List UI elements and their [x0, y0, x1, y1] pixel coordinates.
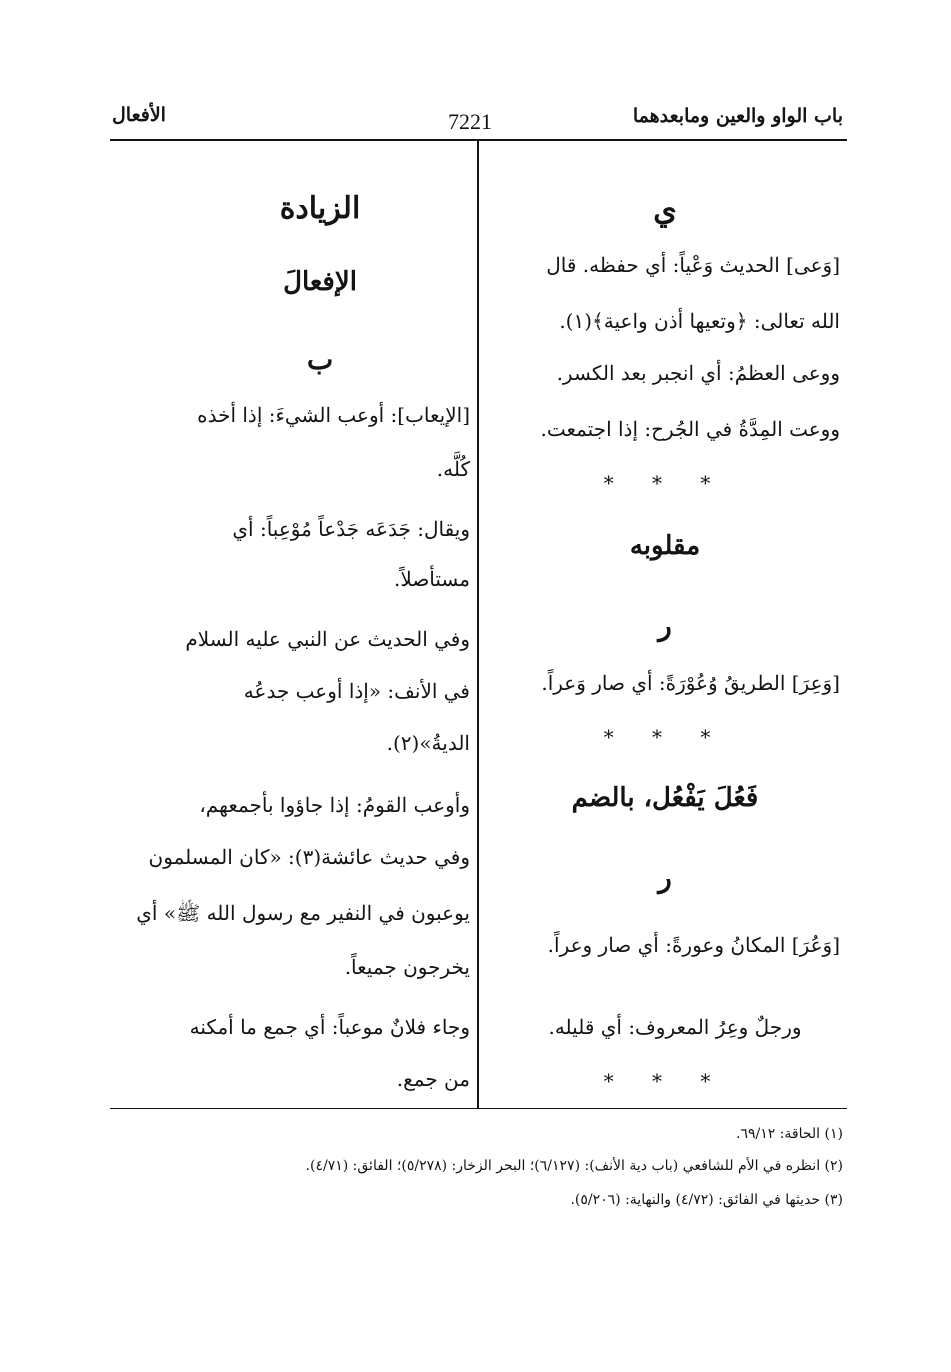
entry-line: الديةُ»(٢).	[386, 731, 470, 755]
entry-line: في الأنف: «إذا أوعب جدعُه	[243, 679, 470, 703]
column-divider	[477, 141, 479, 1108]
letter-heading-ya: ي	[653, 193, 677, 228]
entry-line: [وَعى] الحديث وَعْياً: أي حفظه. قال	[546, 253, 840, 277]
entry-line: مستأصلاً.	[394, 567, 470, 591]
heading-verb-pattern: فَعُلَ يَفْعُل، بالضم	[571, 783, 759, 813]
footnote-2: (٢) انظره في الأم للشافعي (باب دية الأنف): (٦/١٢٧)؛ البحر الزخار: (٥/٢٧٨)؛ الفائق: (٤/٧١).	[305, 1158, 843, 1174]
footnote-1: (١) الحاقة: ٦٩/١٢.	[736, 1126, 843, 1142]
running-header-chapter: باب الواو والعين ومابعدهما	[632, 105, 843, 127]
footnote-3: (٣) حديثها في الفائق: (٤/٧٢) والنهاية: (٥/٢٠٦).	[570, 1192, 843, 1208]
footnote-divider	[110, 1108, 847, 1109]
entry-line: [وَعُرَ] المكانُ وعورةً: أي صار وعراً.	[547, 933, 840, 957]
letter-heading-ba: ب	[306, 343, 334, 376]
heading-ziyada: الزيادة	[279, 191, 361, 226]
entry-line: الله تعالى: ﴿وتعيها أذن واعية﴾(١).	[559, 309, 840, 333]
entry-line: من جمع.	[396, 1067, 470, 1091]
page-number: 7221	[448, 109, 492, 134]
section-separator-stars: * * *	[603, 1069, 727, 1093]
entry-line: [وَعِرَ] الطريقُ وُعُوْرَةً: أي صار وَعراً.	[541, 671, 840, 695]
section-separator-stars: * * *	[603, 725, 727, 749]
section-separator-stars: * * *	[603, 471, 727, 495]
entry-line: كُلَّه.	[436, 457, 470, 481]
entry-line: وفي حديث عائشة(٣): «كان المسلمون	[148, 845, 470, 869]
entry-line: [الإيعاب]: أوعب الشيءَ: إذا أخذه	[197, 403, 470, 427]
entry-line: يخرجون جميعاً.	[344, 955, 470, 979]
entry-line: وفي الحديث عن النبي عليه السلام	[185, 627, 470, 651]
entry-line: ووعى العظمُ: أي انجبر بعد الكسر.	[556, 361, 840, 385]
entry-line: ورجلٌ وعِرُ المعروف: أي قليله.	[548, 1015, 802, 1039]
entry-line: وجاء فلانٌ موعباً: أي جمع ما أمكنه	[189, 1015, 470, 1039]
heading-if3al: الإفعالَ	[283, 267, 357, 297]
heading-maqlub: مقلوبه	[629, 531, 701, 561]
entry-line: وأوعب القومُ: إذا جاؤوا بأجمعهم،	[199, 793, 470, 817]
letter-heading-ra: ر	[658, 609, 672, 642]
running-header-section: الأفعال	[112, 104, 166, 126]
entry-line: ويقال: جَدَعَه جَدْعاً مُوْعِباً: أي	[232, 517, 470, 541]
entry-line: يوعبون في النفير مع رسول الله ﷺ» أي	[136, 901, 470, 925]
letter-heading-ra: ر	[658, 861, 672, 894]
entry-line: ووعت المِدَّةُ في الجُرح: إذا اجتمعت.	[540, 417, 840, 441]
